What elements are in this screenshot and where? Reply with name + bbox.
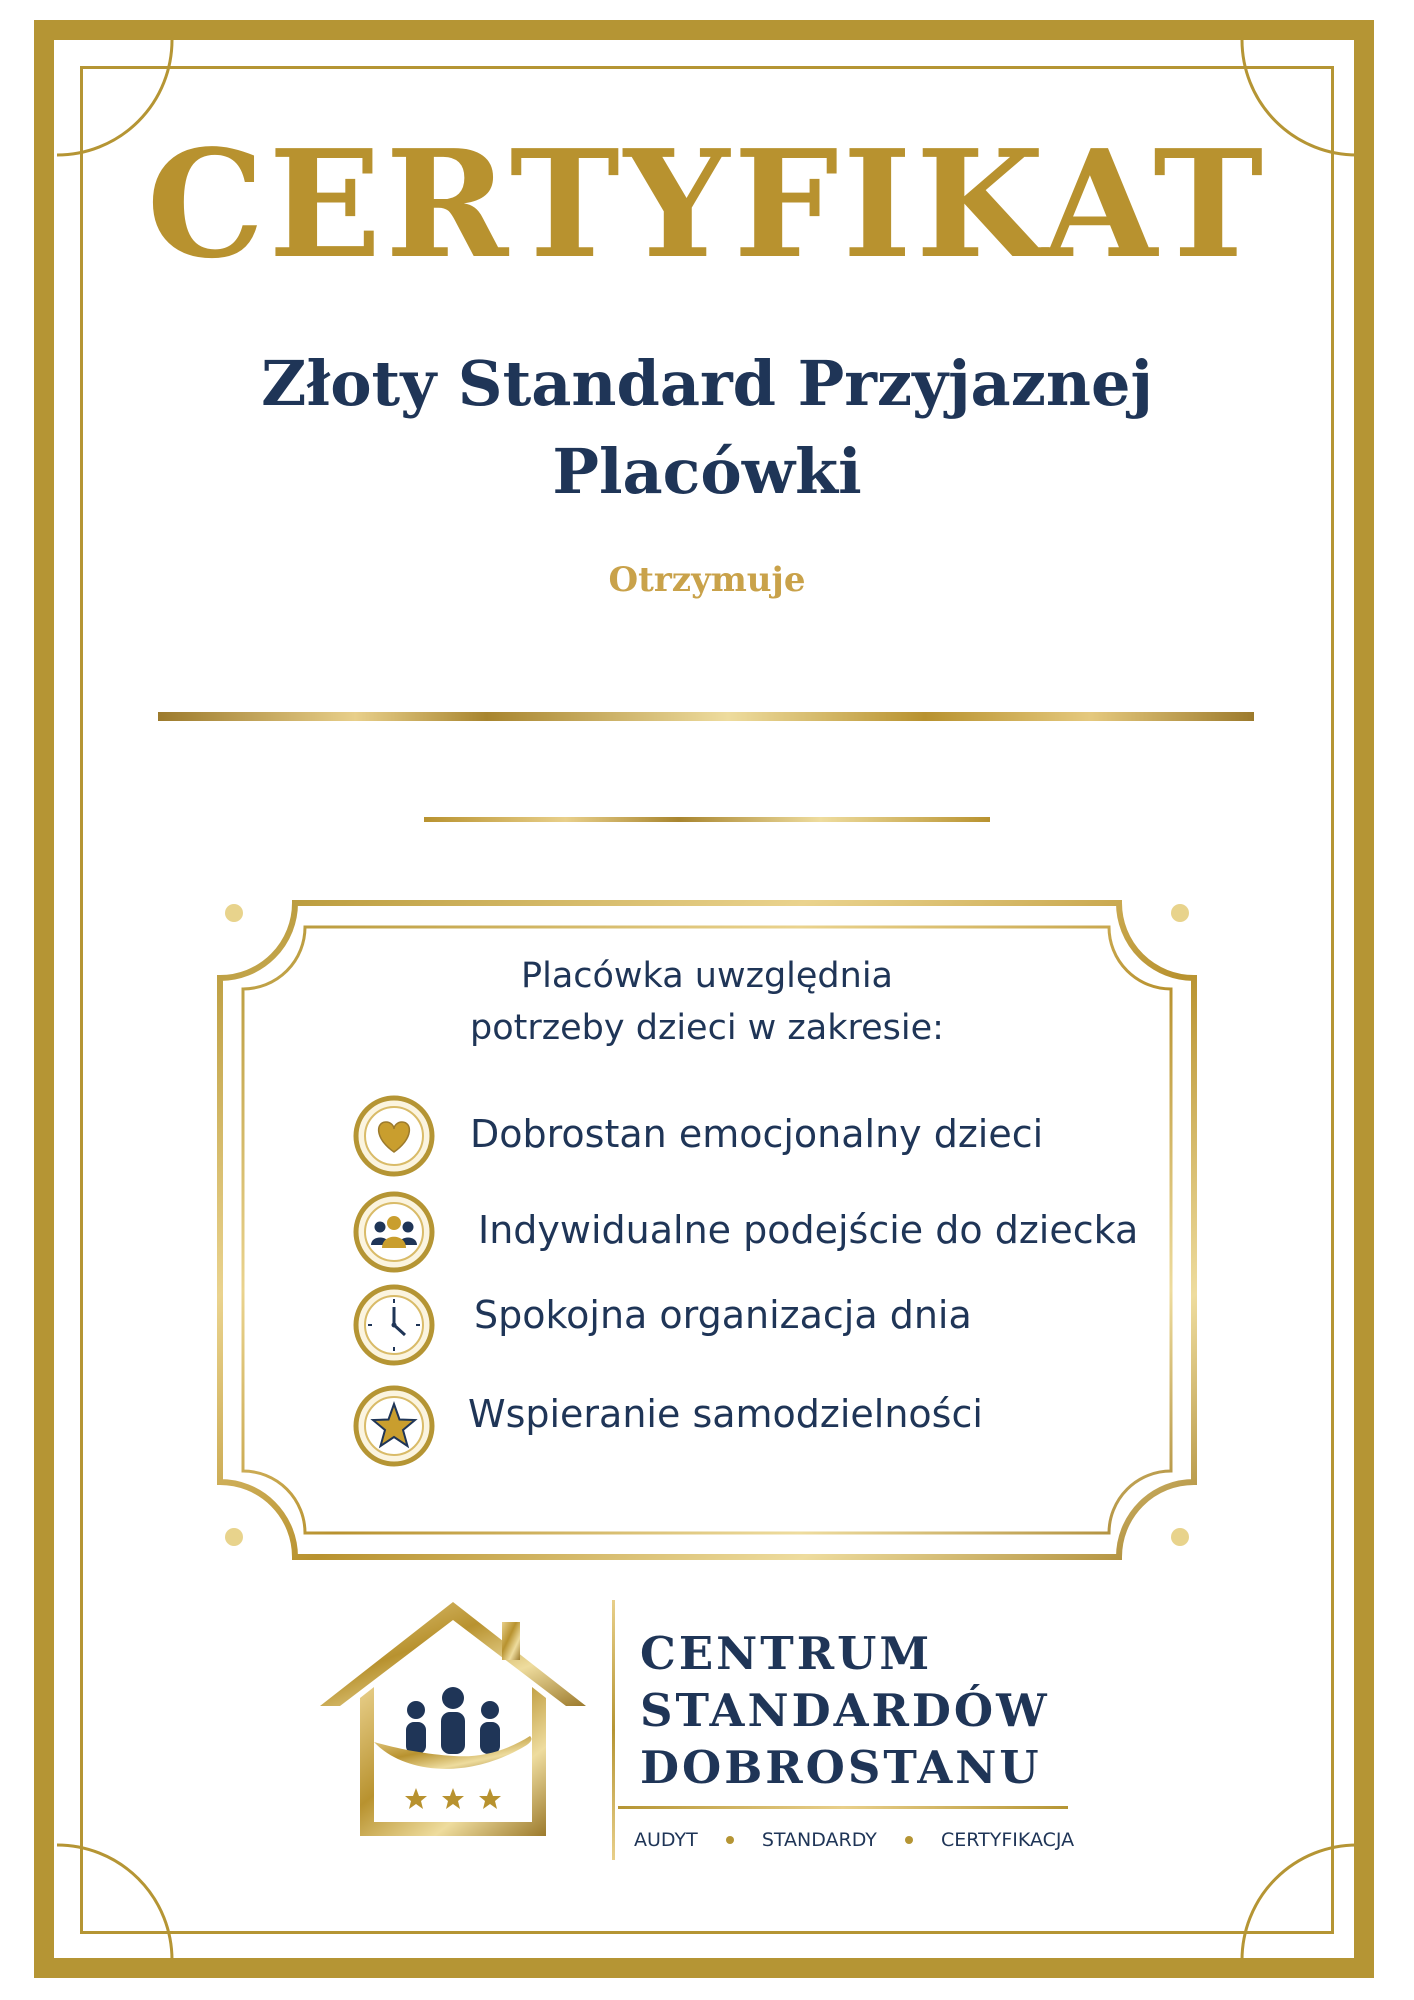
logo-chimney [502,1622,520,1660]
panel-heading [380,950,1034,1054]
brand-name-line-2: STANDARDÓW [640,1684,1050,1737]
tagline-dot [726,1836,734,1844]
logo-family [406,1687,500,1754]
brand-name-line-1: CENTRUM [640,1627,933,1680]
subtitle-line-2: Placówki [552,435,862,508]
people-icon [352,1190,436,1274]
secondary-line [424,817,990,822]
feature-label: Dobrostan emocjonalny dzieci [470,1112,1044,1156]
subtitle-line-1: Złoty Standard Przyjaznej [261,347,1153,420]
heart-icon [352,1094,436,1178]
tagline-item: CERTYFIKACJA [941,1828,1075,1851]
feature-label: Indywidualne podejście do dziecka [478,1208,1139,1252]
house-family-hand-logo [312,1590,594,1850]
tagline-dot [905,1836,913,1844]
star-icon [352,1384,436,1468]
tagline-item: STANDARDY [761,1828,877,1851]
logo-stars [405,1788,501,1809]
clock-icon [352,1283,436,1367]
panel-heading-line-2: potrzeby dzieci w zakresie: [470,1008,944,1048]
brand-divider [612,1600,615,1860]
tagline-item: AUDYT [634,1828,698,1851]
feature-label: Wspieranie samodzielności [468,1392,983,1436]
certificate-subtitle [160,340,1254,516]
brand-name-line-3: DOBROSTANU [640,1741,1042,1794]
brand-name [640,1625,1050,1796]
recipient-name-line [158,712,1254,721]
receives-label: Otrzymuje [608,560,806,600]
brand-rule [618,1806,1068,1809]
panel-heading-line-1: Placówka uwzględnia [520,956,893,996]
recipient-name [158,660,1254,700]
feature-label: Spokojna organizacja dnia [474,1293,972,1337]
certificate-title: CERTYFIKAT [146,117,1268,291]
brand-tagline [634,1828,1074,1851]
